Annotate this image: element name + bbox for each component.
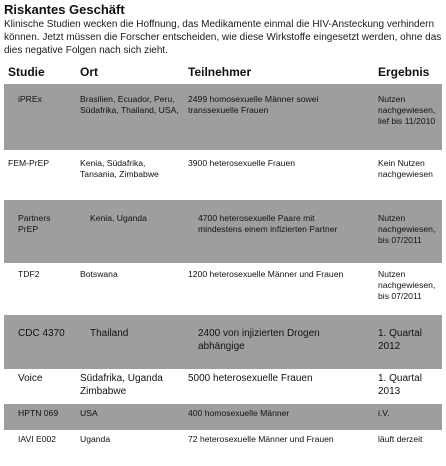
- cell-studie: Voice: [4, 369, 76, 404]
- table-row: [4, 404, 442, 430]
- cell-teilnehmer: 5000 heterosexuelle Frauen: [184, 369, 364, 404]
- cell-teilnehmer: 4700 heterosexuelle Paare mit mindestens einem infizierten Partner: [184, 200, 364, 263]
- cell-ergebnis: i.V.: [364, 404, 442, 430]
- column-header-teilnehmer: Teilnehmer: [184, 62, 364, 84]
- table-row: [4, 200, 442, 263]
- cell-studie: FEM-PrEP: [4, 150, 76, 200]
- cell-studie: TDF2: [4, 263, 76, 315]
- cell-ort: USA: [76, 404, 184, 430]
- cell-studie: CDC 4370: [4, 315, 76, 369]
- intro-text: Klinische Studien wecken die Hoffnung, das Medikamente einmal die HIV-Ansteckung verhindern können. Jetzt müssen die Forscher entscheiden, wie diese Wirkstoffe eingesetzt werden, ohne das dies negative Folgen nach sich zieht.: [4, 19, 442, 56]
- cell-teilnehmer: 2400 von injizierten Drogen abhängige: [184, 315, 364, 369]
- cell-ergebnis: Kein Nutzen nachgewiesen: [364, 150, 442, 200]
- cell-teilnehmer: 2499 homosexuelle Männer sowei transsexuelle Frauen: [184, 84, 364, 150]
- table-header-row: [4, 62, 442, 84]
- cell-studie: iPREx: [4, 84, 76, 150]
- cell-teilnehmer: 3900 heterosexuelle Frauen: [184, 150, 364, 200]
- table-row: [4, 430, 442, 466]
- table-row: [4, 263, 442, 315]
- cell-studie: IAVI E002: [4, 430, 76, 466]
- cell-ort: Botswana: [76, 263, 184, 315]
- cell-ort: Uganda: [76, 430, 184, 466]
- cell-ort: Kenia, Südafrika, Tansania, Zimbabwe: [76, 150, 184, 200]
- table-row: [4, 315, 442, 369]
- cell-ergebnis: läuft derzeit: [364, 430, 442, 466]
- column-header-studie: Studie: [4, 62, 76, 84]
- cell-teilnehmer: 1200 heterosexuelle Männer und Frauen: [184, 263, 364, 315]
- cell-ergebnis: Nutzen nachgewiesen, bis 07/2011: [364, 263, 442, 315]
- cell-ergebnis: Nutzen nachgewiesen, lief bis 11/2010: [364, 84, 442, 150]
- cell-ort: Südafrika, Uganda Zimbabwe: [76, 369, 184, 404]
- table-row: [4, 369, 442, 404]
- table-row: [4, 84, 442, 150]
- cell-teilnehmer: 400 homosexuelle Männer: [184, 404, 364, 430]
- studies-table: [4, 62, 442, 466]
- cell-ort: Kenia, Uganda: [76, 200, 184, 263]
- cell-teilnehmer: 72 heterosexuelle Männer und Frauen: [184, 430, 364, 466]
- cell-ort: Thailand: [76, 315, 184, 369]
- cell-ort: Brasilien, Ecuador, Peru, Südafrika, Thailand, USA,: [76, 84, 184, 150]
- cell-ergebnis: 1. Quartal 2012: [364, 315, 442, 369]
- cell-studie: Partners PrEP: [4, 200, 76, 263]
- cell-ergebnis: Nutzen nachgewiesen, bis 07/2011: [364, 200, 442, 263]
- page-title: Riskantes Geschäft: [4, 2, 125, 17]
- column-header-ort: Ort: [76, 62, 184, 84]
- cell-studie: HPTN 069: [4, 404, 76, 430]
- column-header-ergebnis: Ergebnis: [364, 62, 442, 84]
- table-row: [4, 150, 442, 200]
- cell-ergebnis: 1. Quartal 2013: [364, 369, 442, 404]
